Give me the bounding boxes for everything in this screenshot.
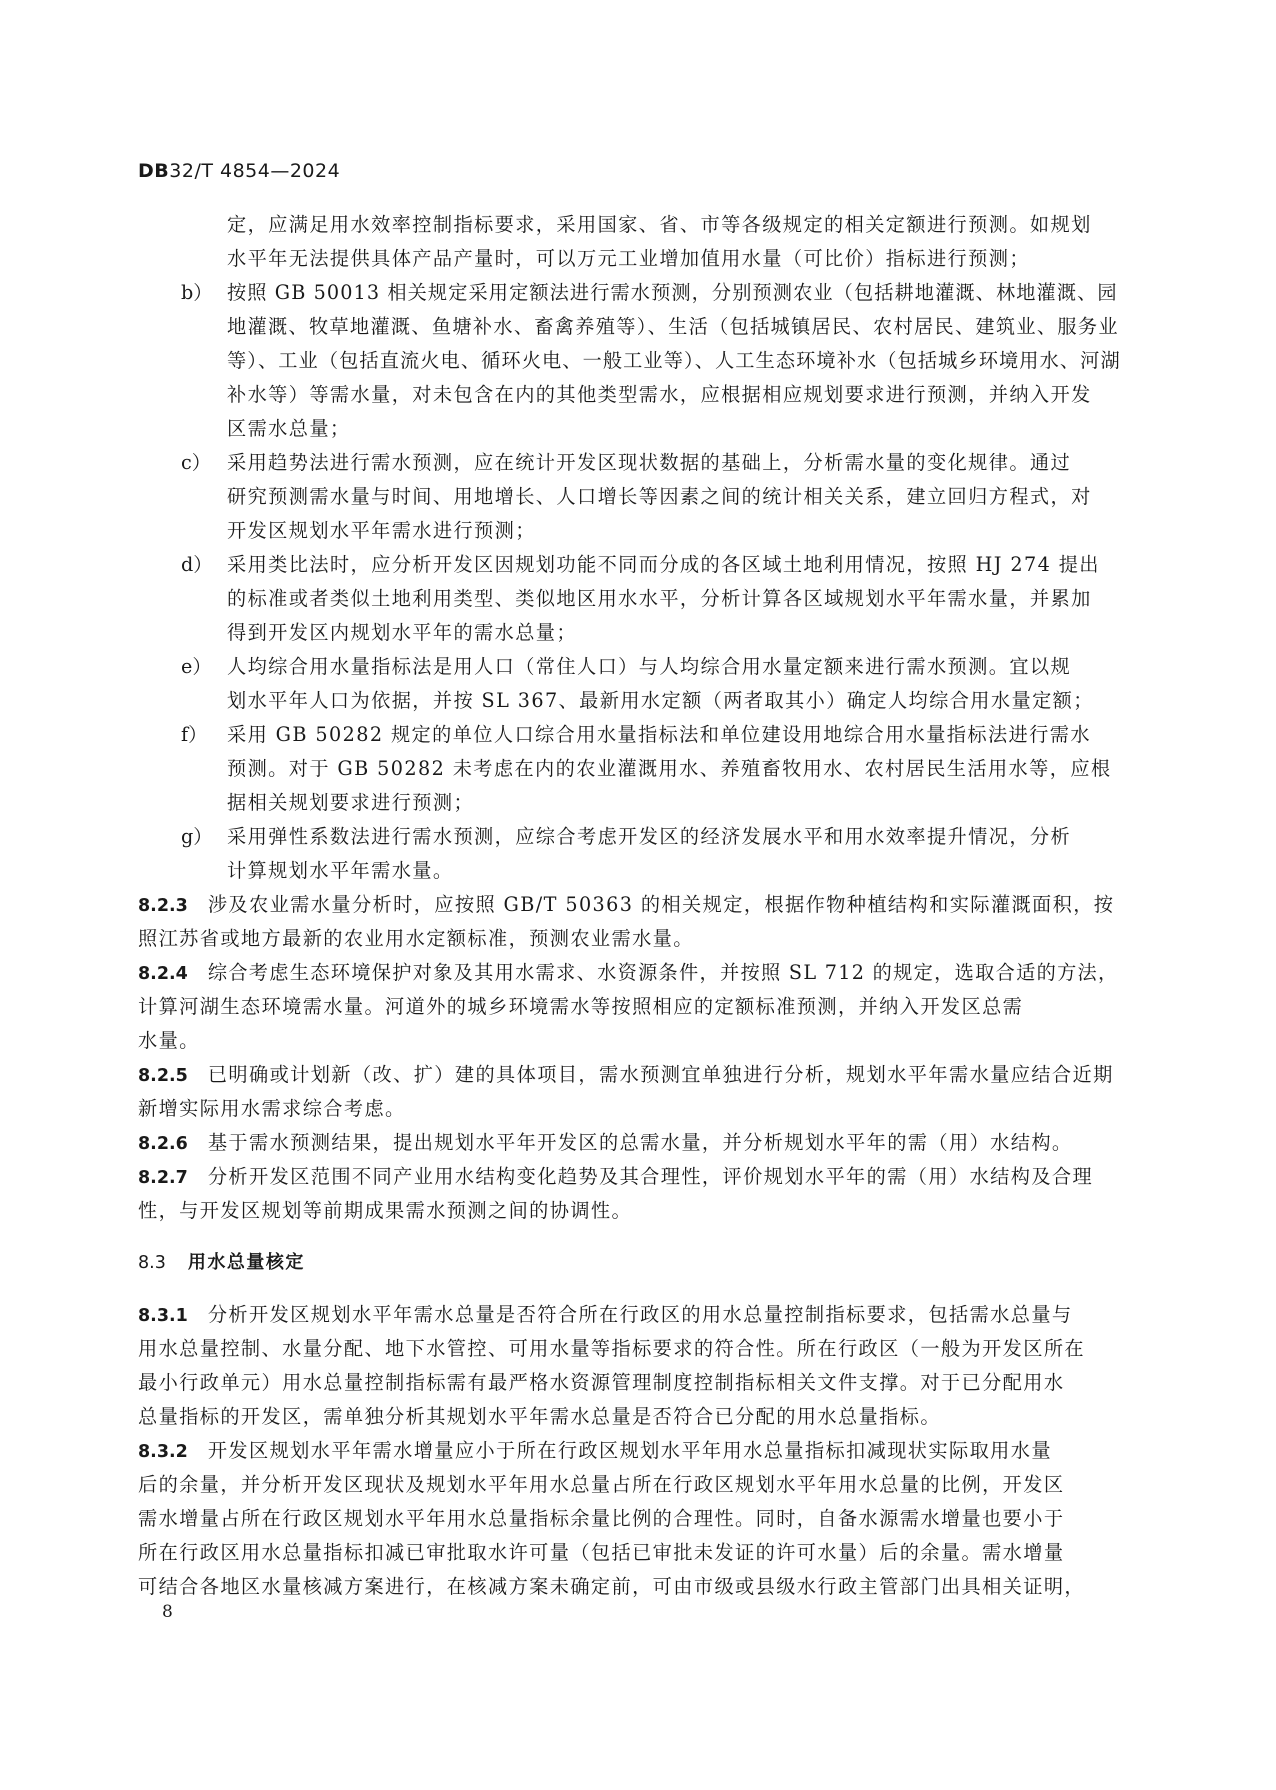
text-line: 补水等）等需水量，对未包含在内的其他类型需水，应根据相应规划要求进行预测，并纳入开发 — [227, 383, 1092, 406]
list-item-e — [138, 650, 1122, 684]
list-text: 按照 GB 50013 相关规定采用定额法进行需水预测，分别预测农业（包括耕地灌溉、林地灌溉、园 — [227, 281, 1118, 304]
clause-8-2-4 — [138, 956, 1122, 990]
text-line: 新增实际用水需求综合考虑。 — [138, 1097, 406, 1120]
clause-text: 开发区规划水平年需水增量应小于所在行政区规划水平年用水总量指标扣减现状实际取用水量 — [207, 1439, 1052, 1462]
text-line: 性，与开发区规划等前期成果需水预测之间的协调性。 — [138, 1199, 633, 1222]
list-item-g — [138, 820, 1122, 854]
text-line: 总量指标的开发区，需单独分析其规划水平年需水总量是否符合已分配的用水总量指标。 — [138, 1405, 941, 1428]
list-item-d — [138, 548, 1122, 582]
list-text: 采用弹性系数法进行需水预测，应综合考虑开发区的经济发展水平和用水效率提升情况，分析 — [227, 825, 1072, 848]
text-line: 地灌溉、牧草地灌溉、鱼塘补水、畜禽养殖等）、生活（包括城镇居民、农村居民、建筑业、服务业 — [227, 315, 1119, 338]
clause-number: 8.3.2 — [138, 1442, 188, 1462]
list-text: 采用趋势法进行需水预测，应在统计开发区现状数据的基础上，分析需水量的变化规律。通过 — [227, 451, 1072, 474]
text-line: 需水增量占所在行政区规划水平年用水总量指标余量比例的合理性。同时，自备水源需水增量也要小于 — [138, 1507, 1065, 1530]
list-text: 人均综合用水量指标法是用人口（常住人口）与人均综合用水量定额来进行需水预测。宜以规 — [227, 655, 1072, 678]
clause-text: 分析开发区规划水平年需水总量是否符合所在行政区的用水总量控制指标要求，包括需水总量与 — [207, 1303, 1073, 1326]
clause-number: 8.3.1 — [138, 1306, 188, 1326]
text-line: 后的余量，并分析开发区现状及规划水平年用水总量占所在行政区规划水平年用水总量的比例，开发区 — [138, 1473, 1065, 1496]
list-label: d） — [181, 553, 213, 576]
clause-8-2-6 — [138, 1126, 1122, 1160]
page-body — [138, 208, 1122, 1604]
text-line: 区需水总量； — [227, 417, 351, 440]
list-label: c） — [181, 451, 211, 474]
standard-prefix: DB — [138, 160, 170, 182]
text-line: 开发区规划水平年需水进行预测； — [227, 519, 536, 542]
section-title: 用水总量核定 — [187, 1252, 305, 1273]
clause-text: 已明确或计划新（改、扩）建的具体项目，需水预测宜单独进行分析，规划水平年需水量应结合近期 — [207, 1063, 1114, 1086]
standard-number: 32/T 4854—2024 — [169, 160, 341, 182]
text-line: 所在行政区用水总量指标扣减已审批取水许可量（包括已审批未发证的许可水量）后的余量。需水增量 — [138, 1541, 1065, 1564]
text-line: 照江苏省或地方最新的农业用水定额标准，预测农业需水量。 — [138, 927, 694, 950]
list-item-b — [138, 276, 1122, 310]
text-line: 的标准或者类似土地利用类型、类似地区用水水平，分析计算各区域规划水平年需水量，并累加 — [227, 587, 1092, 610]
clause-text: 分析开发区范围不同产业用水结构变化趋势及其合理性，评价规划水平年的需（用）水结构及合理 — [207, 1165, 1094, 1188]
clause-text: 综合考虑生态环境保护对象及其用水需求、水资源条件，并按照 SL 712 的规定，选取合适的方法， — [207, 961, 1119, 984]
list-text: 采用类比法时，应分析开发区因规划功能不同而分成的各区域土地利用情况，按照 HJ 274 提出 — [227, 553, 1100, 576]
clause-number: 8.2.3 — [138, 896, 188, 916]
text-line: 等）、工业（包括直流火电、循环火电、一般工业等）、人工生态环境补水（包括城乡环境用水、河湖 — [227, 349, 1121, 372]
clause-8-3-2 — [138, 1434, 1122, 1468]
text-line: 预测。对于 GB 50282 未考虑在内的农业灌溉用水、养殖畜牧用水、农村居民生活用水等，应根 — [227, 757, 1112, 780]
text-line: 水量。 — [138, 1029, 200, 1052]
text-line: 最小行政单元）用水总量控制指标需有最严格水资源管理制度控制指标相关文件支撑。对于已分配用水 — [138, 1371, 1065, 1394]
standard-code-header — [138, 160, 340, 182]
text-line: 计算规划水平年需水量。 — [227, 859, 454, 882]
clause-8-3-1 — [138, 1298, 1122, 1332]
text-line: 可结合各地区水量核减方案进行，在核减方案未确定前，可由市级或县级水行政主管部门出具相关证明， — [138, 1575, 1086, 1598]
clause-text: 涉及农业需水量分析时，应按照 GB/T 50363 的相关规定，根据作物种植结构和实际灌溉面积，按 — [207, 893, 1115, 916]
text-line: 得到开发区内规划水平年的需水总量； — [227, 621, 577, 644]
list-text: 采用 GB 50282 规定的单位人口综合用水量指标法和单位建设用地综合用水量指标法进行需水 — [227, 723, 1091, 746]
clause-8-2-7 — [138, 1160, 1122, 1194]
text-line: 据相关规划要求进行预测； — [227, 791, 475, 814]
clause-8-2-3 — [138, 888, 1122, 922]
clause-number: 8.2.7 — [138, 1168, 188, 1188]
list-label: e） — [181, 655, 212, 678]
text-line: 定，应满足用水效率控制指标要求，采用国家、省、市等各级规定的相关定额进行预测。如规划 — [227, 213, 1092, 236]
list-label: g） — [181, 825, 213, 848]
clause-number: 8.2.6 — [138, 1134, 188, 1154]
clause-8-2-5 — [138, 1058, 1122, 1092]
section-number: 8.3 — [138, 1253, 166, 1273]
section-heading-8-3 — [138, 1246, 1122, 1280]
clause-number: 8.2.4 — [138, 964, 188, 984]
text-line: 用水总量控制、水量分配、地下水管控、可用水量等指标要求的符合性。所在行政区（一般为开发区所在 — [138, 1337, 1086, 1360]
list-label: b） — [181, 281, 213, 304]
text-line: 研究预测需水量与时间、用地增长、人口增长等因素之间的统计相关关系，建立回归方程式，对 — [227, 485, 1092, 508]
page-number: 8 — [162, 1602, 173, 1622]
clause-text: 基于需水预测结果，提出规划水平年开发区的总需水量，并分析规划水平年的需（用）水结构。 — [207, 1131, 1073, 1154]
text-line: 水平年无法提供具体产品产量时，可以万元工业增加值用水量（可比价）指标进行预测； — [227, 247, 1030, 270]
clause-number: 8.2.5 — [138, 1066, 188, 1086]
text-line: 计算河湖生态环境需水量。河道外的城乡环境需水等按照相应的定额标准预测，并纳入开发区总需 — [138, 995, 1024, 1018]
list-label: f） — [181, 723, 208, 746]
list-item-c — [138, 446, 1122, 480]
list-item-f — [138, 718, 1122, 752]
text-line: 划水平年人口为依据，并按 SL 367、最新用水定额（两者取其小）确定人均综合用水量定额； — [227, 689, 1094, 712]
